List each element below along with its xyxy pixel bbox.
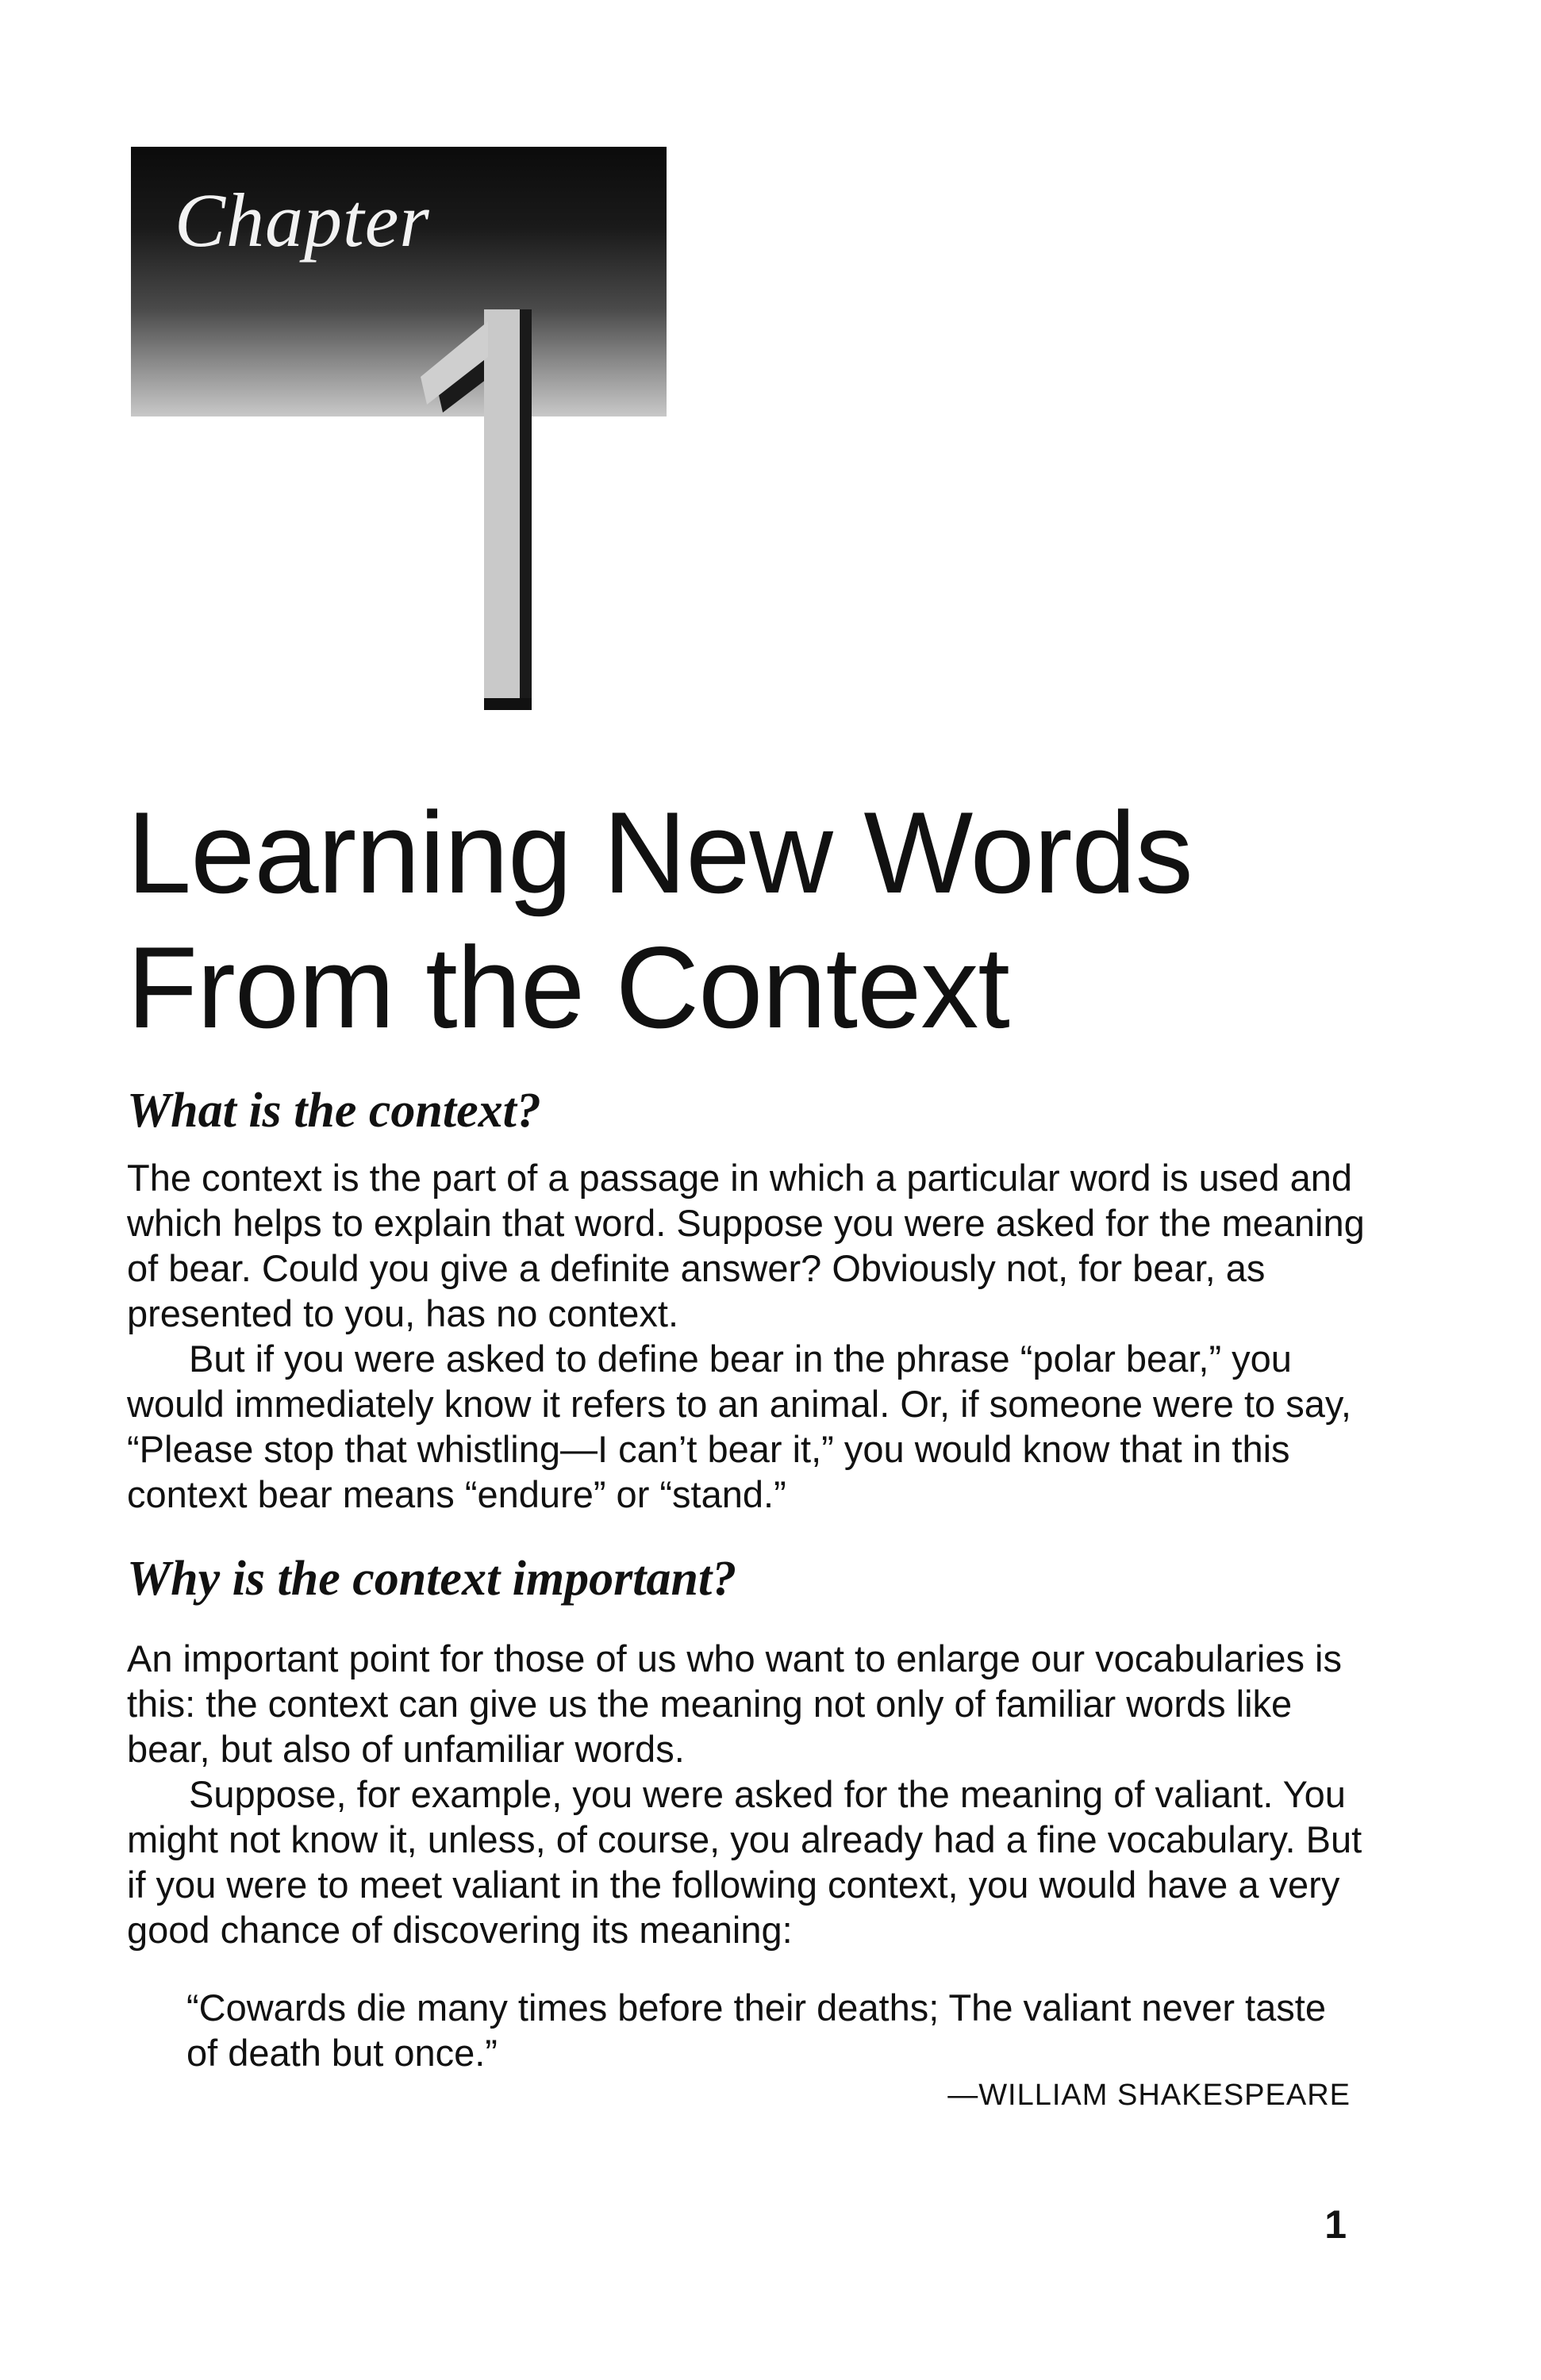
paragraph: But if you were asked to define bear in the phrase “polar bear,” you would immediately know it refers to an animal. Or, if someone were to say, “Please stop that whistling—I can’t bear it,” you would know that in this context bear means “endure” or “stand.” [127, 1338, 1351, 1515]
quote-attribution: —WILLIAM SHAKESPEARE [947, 2079, 1351, 2112]
chapter-number-graphic [413, 309, 571, 738]
block-quote: “Cowards die many times before their deaths; The valiant never taste of death but once.” [186, 1987, 1326, 2074]
paragraph: An important point for those of us who want to enlarge our vocabularies is this: the context can give us the meaning not only of familiar words like bear, but also of unfamiliar words. [127, 1637, 1342, 1770]
page-number: 1 [1324, 2202, 1347, 2247]
section-heading: Why is the context important? [127, 1552, 737, 1606]
paragraph: Suppose, for example, you were asked for the meaning of valiant. You might not know it, unless, of course, you already had a fine vocabulary. But if you were to meet valiant in the following context, you would have a very good chance of discovering its meaning: [127, 1773, 1362, 1951]
chapter-label: Chapter [175, 178, 430, 263]
paragraph: The context is the part of a passage in which a particular word is used and which helps to explain that word. Suppose you were asked for the meaning of bear. Could you give a definite answer? Obviously not, for bear, as presented to you, has no context. [127, 1157, 1365, 1334]
chapter-title: Learning New Words From the Context [127, 788, 1193, 1052]
section-heading: What is the context? [127, 1084, 541, 1138]
